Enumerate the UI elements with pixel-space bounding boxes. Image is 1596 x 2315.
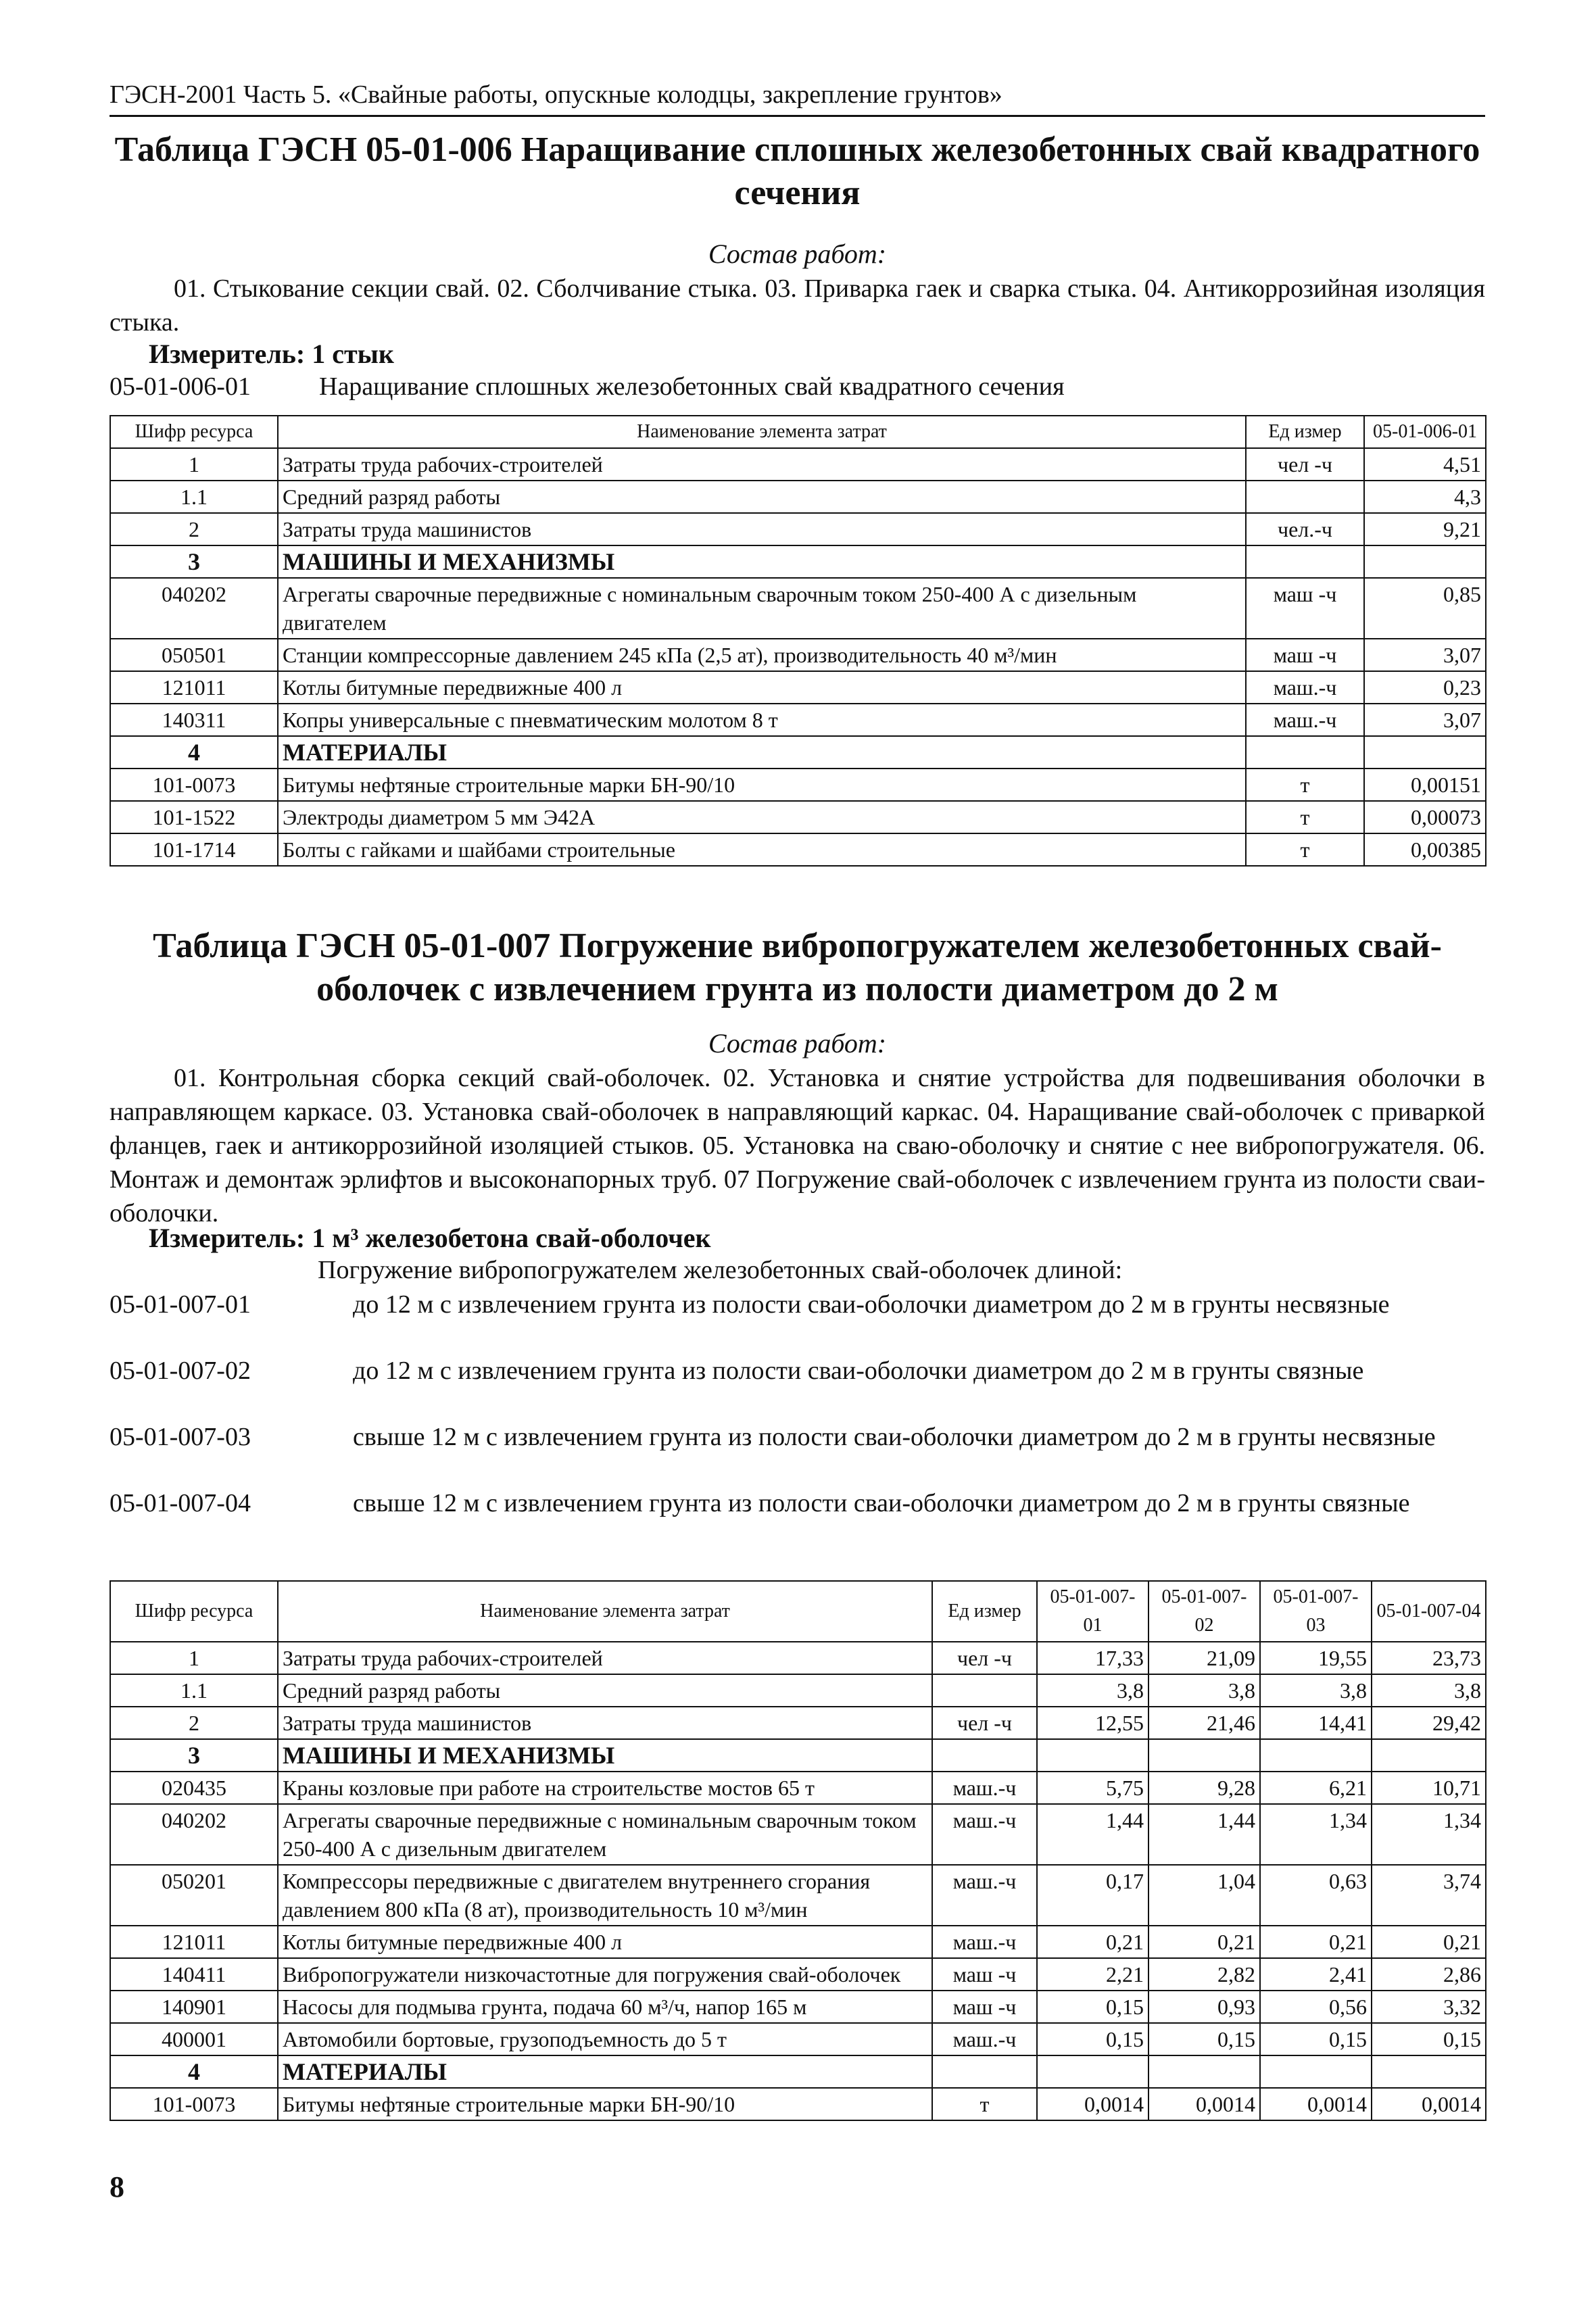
norm-value: [1364, 545, 1486, 578]
cost-element-name: Котлы битумные передвижные 400 л: [278, 671, 1246, 704]
cost-element-name: Затраты труда машинистов: [278, 1707, 932, 1739]
cost-element-name: Болты с гайками и шайбами строительные: [278, 833, 1246, 866]
table-row: [110, 481, 1486, 513]
header-code: Шифр ресурса: [110, 1581, 278, 1642]
norm-value: [1260, 2055, 1372, 2088]
norm-value: 4,3: [1364, 481, 1486, 513]
unit: маш.-ч: [932, 1926, 1037, 1958]
norm-value: [1260, 1739, 1372, 1772]
cost-element-name: МАШИНЫ И МЕХАНИЗМЫ: [278, 545, 1246, 578]
table-row: [110, 1772, 1486, 1804]
unit: т: [1246, 833, 1364, 866]
norm-value: 0,63: [1260, 1865, 1372, 1926]
header-norm-code: 05-01-007-04: [1372, 1581, 1486, 1642]
resource-code: 040202: [110, 578, 278, 639]
norm-value: 0,0014: [1148, 2088, 1260, 2120]
resource-code: 4: [110, 736, 278, 769]
norm-value: 12,55: [1037, 1707, 1148, 1739]
resource-code: 050201: [110, 1865, 278, 1926]
norm-value: 0,21: [1372, 1926, 1486, 1958]
norm-value: 4,51: [1364, 448, 1486, 481]
unit: маш -ч: [932, 1991, 1037, 2023]
page-number: 8: [110, 2170, 124, 2203]
unit: т: [1246, 801, 1364, 833]
resource-code: 1.1: [110, 481, 278, 513]
unit: чел -ч: [932, 1642, 1037, 1674]
table2-sostav-label: Состав работ:: [708, 1028, 887, 1058]
table-row: [110, 513, 1486, 545]
cost-element-name: Вибропогружатели низкочастотные для погружения свай-оболочек: [278, 1958, 932, 1991]
norm-value: [1372, 2055, 1486, 2088]
norm-value: 3,07: [1364, 704, 1486, 736]
norm-value: 10,71: [1372, 1772, 1486, 1804]
resource-code: 1: [110, 448, 278, 481]
work-code: 05-01-006-01: [110, 372, 251, 401]
running-header: ГЭСН-2001 Часть 5. «Свайные работы, опускные колодцы, закрепление грунтов»: [110, 80, 1485, 117]
table-row: [110, 1642, 1486, 1674]
norm-value: 0,21: [1260, 1926, 1372, 1958]
unit: т: [1246, 769, 1364, 801]
cost-element-name: МАТЕРИАЛЫ: [278, 736, 1246, 769]
unit: чел -ч: [932, 1707, 1037, 1739]
work-description: Наращивание сплошных железобетонных свай квадратного сечения: [319, 372, 1065, 401]
work-description: свыше 12 м с извлечением грунта из полости сваи-оболочки диаметром до 2 м в грунты несвязные: [353, 1423, 1436, 1451]
table-row: [110, 2088, 1486, 2120]
resource-code: 140311: [110, 704, 278, 736]
resource-code: 101-1522: [110, 801, 278, 833]
unit: [1246, 545, 1364, 578]
resource-code: 2: [110, 513, 278, 545]
unit: маш.-ч: [932, 1804, 1037, 1865]
cost-element-name: Копры универсальные с пневматическим молотом 8 т: [278, 704, 1246, 736]
norm-value: 29,42: [1372, 1707, 1486, 1739]
norm-value: 0,21: [1148, 1926, 1260, 1958]
unit: [932, 1739, 1037, 1772]
norm-value: 0,00385: [1364, 833, 1486, 866]
unit: [1246, 481, 1364, 513]
norm-value: [1372, 1739, 1486, 1772]
header-code: Шифр ресурса: [110, 416, 278, 448]
resource-code: 1.1: [110, 1674, 278, 1707]
work-description: до 12 м с извлечением грунта из полости сваи-оболочки диаметром до 2 м в грунты связные: [353, 1357, 1364, 1385]
resource-code: 3: [110, 1739, 278, 1772]
unit: чел -ч: [1246, 448, 1364, 481]
norm-value: 23,73: [1372, 1642, 1486, 1674]
resource-code: 1: [110, 1642, 278, 1674]
norm-value: 1,44: [1148, 1804, 1260, 1865]
unit: [1246, 736, 1364, 769]
work-code: 05-01-007-01: [110, 1290, 251, 1319]
table-row: [110, 704, 1486, 736]
norm-value: 3,8: [1372, 1674, 1486, 1707]
resource-code: 101-0073: [110, 2088, 278, 2120]
resource-code: 3: [110, 545, 278, 578]
norm-value: 3,32: [1372, 1991, 1486, 2023]
norm-value: 0,17: [1037, 1865, 1148, 1926]
work-description: свыше 12 м с извлечением грунта из полости сваи-оболочки диаметром до 2 м в грунты связные: [353, 1489, 1410, 1517]
unit: маш -ч: [1246, 639, 1364, 671]
norm-value: 0,15: [1037, 1991, 1148, 2023]
cost-element-name: Котлы битумные передвижные 400 л: [278, 1926, 932, 1958]
norm-value: 21,46: [1148, 1707, 1260, 1739]
table-row: [110, 448, 1486, 481]
norm-value: 0,0014: [1372, 2088, 1486, 2120]
norm-value: 9,28: [1148, 1772, 1260, 1804]
norm-value: [1148, 1739, 1260, 1772]
cost-element-name: Затраты труда рабочих-строителей: [278, 1642, 932, 1674]
norm-value: 5,75: [1037, 1772, 1148, 1804]
resource-code: 121011: [110, 671, 278, 704]
resource-code: 101-1714: [110, 833, 278, 866]
header-norm-code: 05-01-007-01: [1037, 1581, 1148, 1642]
resource-code: 040202: [110, 1804, 278, 1865]
resource-code: 2: [110, 1707, 278, 1739]
unit: [932, 2055, 1037, 2088]
table1-sostav-label: Состав работ:: [708, 239, 887, 269]
section-row: [110, 736, 1486, 769]
norm-value: 19,55: [1260, 1642, 1372, 1674]
norm-value: [1148, 2055, 1260, 2088]
norm-value: 1,34: [1372, 1804, 1486, 1865]
table-row: [110, 1926, 1486, 1958]
norm-value: 0,0014: [1260, 2088, 1372, 2120]
header-name: Наименование элемента затрат: [278, 1581, 932, 1642]
work-code: 05-01-007-02: [110, 1357, 251, 1385]
section-row: [110, 2055, 1486, 2088]
work-code: 05-01-007-03: [110, 1423, 251, 1451]
norm-value: 1,04: [1148, 1865, 1260, 1926]
unit: маш.-ч: [932, 2023, 1037, 2055]
norm-value: 0,56: [1260, 1991, 1372, 2023]
resource-code: 121011: [110, 1926, 278, 1958]
norm-value: 1,34: [1260, 1804, 1372, 1865]
resource-code: 400001: [110, 2023, 278, 2055]
table1-izmeritel: Измеритель: 1 стык: [149, 339, 394, 369]
norm-value: 0,0014: [1037, 2088, 1148, 2120]
table-row: [110, 1865, 1486, 1926]
table-row: [110, 1707, 1486, 1739]
header-norm-code: 05-01-006-01: [1364, 416, 1486, 448]
norm-value: 3,8: [1260, 1674, 1372, 1707]
table-row: [110, 1674, 1486, 1707]
norm-value: 0,15: [1037, 2023, 1148, 2055]
cost-element-name: Агрегаты сварочные передвижные с номинальным сварочным током 250-400 А с дизельным двигателем: [278, 578, 1246, 639]
resource-code: 4: [110, 2055, 278, 2088]
cost-element-name: Электроды диаметром 5 мм Э42А: [278, 801, 1246, 833]
cost-element-name: МАШИНЫ И МЕХАНИЗМЫ: [278, 1739, 932, 1772]
norm-value: 9,21: [1364, 513, 1486, 545]
table2-sostav-text: 01. Контрольная сборка секций свай-оболочек. 02. Установка и снятие устройства для подвешивания оболочки в направляющем каркасе. 03. Установка свай-оболочек в направляющий каркас. 04. Наращивание свай-оболочек с приваркой фланцев, гаек и антикоррозийной изоляцией стыков. 05. Установка на сваю-оболочку и снятие с нее вибропогружателя. 06. Монтаж и демонтаж эрлифтов и высоконапорных труб. 07 Погружение свай-оболочек с извлечением грунта из полости сваи-оболочки.: [110, 1064, 1485, 1227]
cost-element-name: Затраты труда машинистов: [278, 513, 1246, 545]
cost-element-name: МАТЕРИАЛЫ: [278, 2055, 932, 2088]
cost-element-name: Краны козловые при работе на строительстве мостов 65 т: [278, 1772, 932, 1804]
table-row: [110, 801, 1486, 833]
resource-code: 020435: [110, 1772, 278, 1804]
work-description: до 12 м с извлечением грунта из полости сваи-оболочки диаметром до 2 м в грунты несвязные: [353, 1290, 1390, 1319]
resource-code: 050501: [110, 639, 278, 671]
norm-value: 6,21: [1260, 1772, 1372, 1804]
table1-sostav-text: 01. Стыкование секции свай. 02. Сболчивание стыка. 03. Приварка гаек и сварка стыка. 04. Антикоррозийная изоляция стыка.: [110, 274, 1485, 337]
norm-value: 0,23: [1364, 671, 1486, 704]
norm-value: 0,15: [1260, 2023, 1372, 2055]
norm-value: 3,74: [1372, 1865, 1486, 1926]
resource-code: 140411: [110, 1958, 278, 1991]
norm-value: 14,41: [1260, 1707, 1372, 1739]
table1-title: Таблица ГЭСН 05-01-006 Наращивание сплошных железобетонных свай квадратного сечения: [114, 130, 1480, 212]
table-row: [110, 1804, 1486, 1865]
section-row: [110, 1739, 1486, 1772]
header-unit: Ед измер: [932, 1581, 1037, 1642]
norm-value: 1,44: [1037, 1804, 1148, 1865]
norm-value: 2,82: [1148, 1958, 1260, 1991]
unit: т: [932, 2088, 1037, 2120]
table-row: [110, 1991, 1486, 2023]
norm-value: 17,33: [1037, 1642, 1148, 1674]
table1-grid: [110, 415, 1486, 867]
norm-value: 2,21: [1037, 1958, 1148, 1991]
norm-value: 0,85: [1364, 578, 1486, 639]
norm-value: 3,07: [1364, 639, 1486, 671]
table2-intro: Погружение вибропогружателем железобетонных свай-оболочек длиной:: [318, 1256, 1123, 1284]
resource-code: 101-0073: [110, 769, 278, 801]
table-row: [110, 1958, 1486, 1991]
cost-element-name: Средний разряд работы: [278, 1674, 932, 1707]
resource-code: 140901: [110, 1991, 278, 2023]
cost-element-name: Автомобили бортовые, грузоподъемность до 5 т: [278, 2023, 932, 2055]
unit: чел.-ч: [1246, 513, 1364, 545]
header-name: Наименование элемента затрат: [278, 416, 1246, 448]
cost-element-name: Станции компрессорные давлением 245 кПа (2,5 ат), производительность 40 м³/мин: [278, 639, 1246, 671]
norm-value: 2,41: [1260, 1958, 1372, 1991]
cost-element-name: Компрессоры передвижные с двигателем внутреннего сгорания давлением 800 кПа (8 ат), производительность 10 м³/мин: [278, 1865, 932, 1926]
table2-grid: [110, 1580, 1486, 2121]
table-row: [110, 2023, 1486, 2055]
norm-value: 0,15: [1148, 2023, 1260, 2055]
header-norm-code: 05-01-007-02: [1148, 1581, 1260, 1642]
norm-value: 0,93: [1148, 1991, 1260, 2023]
header-norm-code: 05-01-007-03: [1260, 1581, 1372, 1642]
norm-value: 2,86: [1372, 1958, 1486, 1991]
cost-element-name: Агрегаты сварочные передвижные с номинальным сварочным током 250-400 А с дизельным двигателем: [278, 1804, 932, 1865]
table-row: [110, 769, 1486, 801]
unit: маш.-ч: [932, 1772, 1037, 1804]
norm-value: 0,00151: [1364, 769, 1486, 801]
cost-element-name: Битумы нефтяные строительные марки БН-90/10: [278, 769, 1246, 801]
norm-value: 0,00073: [1364, 801, 1486, 833]
header-unit: Ед измер: [1246, 416, 1364, 448]
section-row: [110, 545, 1486, 578]
norm-value: [1037, 2055, 1148, 2088]
work-code: 05-01-007-04: [110, 1489, 251, 1517]
unit: [932, 1674, 1037, 1707]
unit: маш.-ч: [932, 1865, 1037, 1926]
table-row: [110, 578, 1486, 639]
table-row: [110, 671, 1486, 704]
norm-value: 0,21: [1037, 1926, 1148, 1958]
norm-value: 0,15: [1372, 2023, 1486, 2055]
cost-element-name: Насосы для подмыва грунта, подача 60 м³/ч, напор 165 м: [278, 1991, 932, 2023]
norm-value: [1037, 1739, 1148, 1772]
norm-value: [1364, 736, 1486, 769]
cost-element-name: Битумы нефтяные строительные марки БН-90/10: [278, 2088, 932, 2120]
table-row: [110, 833, 1486, 866]
norm-value: 3,8: [1037, 1674, 1148, 1707]
cost-element-name: Средний разряд работы: [278, 481, 1246, 513]
unit: маш -ч: [932, 1958, 1037, 1991]
table2-izmeritel: Измеритель: 1 м³ железобетона свай-оболочек: [149, 1223, 711, 1253]
unit: маш.-ч: [1246, 671, 1364, 704]
cost-element-name: Затраты труда рабочих-строителей: [278, 448, 1246, 481]
norm-value: 3,8: [1148, 1674, 1260, 1707]
unit: маш.-ч: [1246, 704, 1364, 736]
unit: маш -ч: [1246, 578, 1364, 639]
table-row: [110, 639, 1486, 671]
table2-title: Таблица ГЭСН 05-01-007 Погружение вибропогружателем железобетонных свай-оболочек с извлечением грунта из полости диаметром до 2 м: [153, 927, 1442, 1008]
norm-value: 21,09: [1148, 1642, 1260, 1674]
